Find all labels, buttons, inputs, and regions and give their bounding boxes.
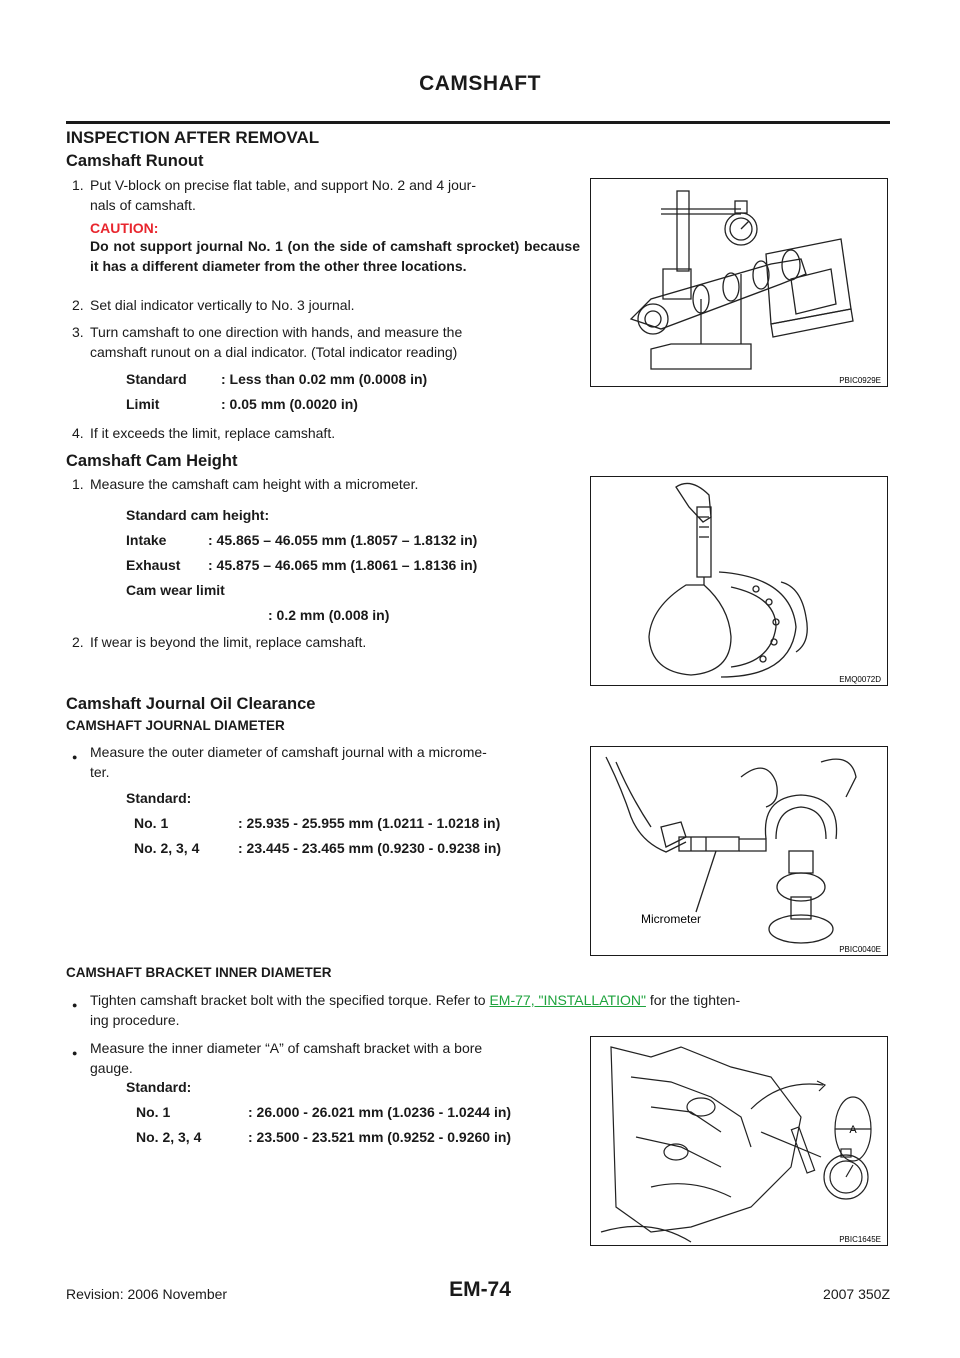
spec-value: : 26.000 - 26.021 mm (1.0236 - 1.0244 in) bbox=[248, 1104, 512, 1120]
spec-value: : 23.500 - 23.521 mm (0.9252 - 0.9260 in) bbox=[248, 1129, 512, 1145]
runout-step-3 bbox=[72, 322, 582, 362]
spec-label: Cam wear limit bbox=[126, 582, 225, 598]
bracket-bullet-1 bbox=[90, 990, 890, 1030]
cam-height-heading: Camshaft Cam Height bbox=[66, 452, 238, 470]
spec-value: : 45.875 – 46.065 mm (1.8061 – 1.8136 in) bbox=[208, 557, 478, 573]
spec-title: Standard cam height: bbox=[126, 507, 270, 523]
step-number: 1. bbox=[72, 177, 84, 193]
journal-figure bbox=[590, 746, 888, 956]
bore-gauge-illustration bbox=[591, 1037, 887, 1245]
spec-label: No. 1 bbox=[136, 1104, 171, 1120]
micrometer-label: Micrometer bbox=[641, 912, 702, 926]
runout-figure bbox=[590, 178, 888, 387]
bullet-text bbox=[90, 990, 890, 1010]
journal-spec bbox=[126, 787, 501, 859]
bullet-text: ● Measure the inner diameter “A” of camshaft bracket with a bore bbox=[90, 1038, 580, 1058]
spec-value: : 0.05 mm (0.0020 in) bbox=[221, 396, 358, 412]
journal-diameter-heading: CAMSHAFT JOURNAL DIAMETER bbox=[66, 718, 285, 733]
installation-link[interactable]: EM-77, "INSTALLATION" bbox=[489, 992, 646, 1008]
spec-label: Intake bbox=[126, 532, 167, 548]
spec-value: : 45.865 – 46.055 mm (1.8057 – 1.8132 in) bbox=[208, 532, 478, 548]
bullet-text: ter. bbox=[90, 764, 110, 780]
bullet-text: ● Measure the outer diameter of camshaft journal with a microme- bbox=[90, 742, 580, 762]
spec-label: No. 2, 3, 4 bbox=[136, 1129, 202, 1145]
step-text: nals of camshaft. bbox=[90, 197, 196, 213]
spec-title: Standard: bbox=[126, 790, 192, 806]
journal-heading: Camshaft Journal Oil Clearance bbox=[66, 695, 316, 713]
step-number: 2. bbox=[72, 297, 84, 313]
spec-label: No. 2, 3, 4 bbox=[134, 840, 200, 856]
bullet-text: ing procedure. bbox=[90, 1012, 180, 1028]
runout-step-4 bbox=[72, 423, 582, 443]
dimension-a-label: A bbox=[849, 1124, 857, 1136]
spec-label: Standard bbox=[126, 371, 187, 387]
cam-height-spec bbox=[126, 504, 477, 626]
section-heading: INSPECTION AFTER REMOVAL bbox=[66, 128, 320, 147]
figure-code: PBIC0040E bbox=[839, 945, 881, 954]
micrometer-cam-illustration bbox=[591, 477, 887, 685]
spec-value: : 25.935 - 25.955 mm (1.0211 - 1.0218 in) bbox=[238, 815, 501, 831]
step-text: If wear is beyond the limit, replace camshaft. bbox=[90, 634, 367, 650]
figure-code: EMQ0072D bbox=[839, 675, 881, 684]
bracket-heading: CAMSHAFT BRACKET INNER DIAMETER bbox=[66, 965, 332, 980]
journal-bullet-1 bbox=[90, 742, 580, 782]
cam-height-figure bbox=[590, 476, 888, 686]
step-text: Set dial indicator vertically to No. 3 journal. bbox=[90, 297, 355, 313]
step-text: If it exceeds the limit, replace camshaft. bbox=[90, 425, 336, 441]
caution-block bbox=[90, 220, 580, 276]
runout-heading: Camshaft Runout bbox=[66, 152, 204, 170]
caution-label: CAUTION: bbox=[90, 220, 159, 236]
bullet-text: gauge. bbox=[90, 1060, 133, 1076]
runout-spec bbox=[126, 368, 427, 415]
dial-indicator-illustration bbox=[591, 179, 887, 386]
step-text: Put V-block on precise flat table, and support No. 2 and 4 jour- bbox=[90, 177, 477, 193]
spec-value: : Less than 0.02 mm (0.0008 in) bbox=[221, 371, 428, 387]
runout-step-1 bbox=[72, 175, 582, 215]
step-text: Turn camshaft to one direction with hands, and measure the bbox=[90, 324, 463, 340]
header-rule bbox=[66, 121, 890, 124]
bullet-text-post: for the tighten- bbox=[645, 992, 741, 1008]
micrometer-journal-illustration bbox=[591, 747, 887, 955]
figure-code: PBIC1645E bbox=[839, 1235, 881, 1244]
bracket-bullet-2 bbox=[90, 1038, 580, 1078]
cam-height-step-1 bbox=[72, 474, 582, 494]
spec-title: Standard: bbox=[126, 1079, 192, 1095]
bracket-figure bbox=[590, 1036, 888, 1246]
footer-model: 2007 350Z bbox=[823, 1286, 890, 1302]
spec-value: : 0.2 mm (0.008 in) bbox=[268, 607, 390, 623]
step-number: 4. bbox=[72, 425, 84, 441]
page-number: EM-74 bbox=[449, 1278, 511, 1301]
caution-text: Do not support journal No. 1 (on the side of camshaft sprocket) because it has a different diameter from the other three locations. bbox=[90, 238, 580, 274]
footer-revision: Revision: 2006 November bbox=[66, 1286, 228, 1302]
bullet-text-pre: Tighten camshaft bracket bolt with the specified torque. Refer to bbox=[90, 992, 490, 1008]
step-text: camshaft runout on a dial indicator. (Total indicator reading) bbox=[90, 344, 458, 360]
figure-code: PBIC0929E bbox=[839, 376, 881, 385]
spec-label: Limit bbox=[126, 396, 160, 412]
step-text: Measure the camshaft cam height with a micrometer. bbox=[90, 476, 419, 492]
step-number: 3. bbox=[72, 324, 84, 340]
page-title: CAMSHAFT bbox=[419, 72, 541, 95]
step-number: 1. bbox=[72, 476, 84, 492]
bracket-spec bbox=[126, 1076, 511, 1148]
cam-height-step-2 bbox=[72, 632, 582, 652]
spec-value: : 23.445 - 23.465 mm (0.9230 - 0.9238 in) bbox=[238, 840, 502, 856]
spec-label: No. 1 bbox=[134, 815, 169, 831]
spec-label: Exhaust bbox=[126, 557, 181, 573]
runout-step-2 bbox=[72, 295, 582, 315]
step-number: 2. bbox=[72, 634, 84, 650]
